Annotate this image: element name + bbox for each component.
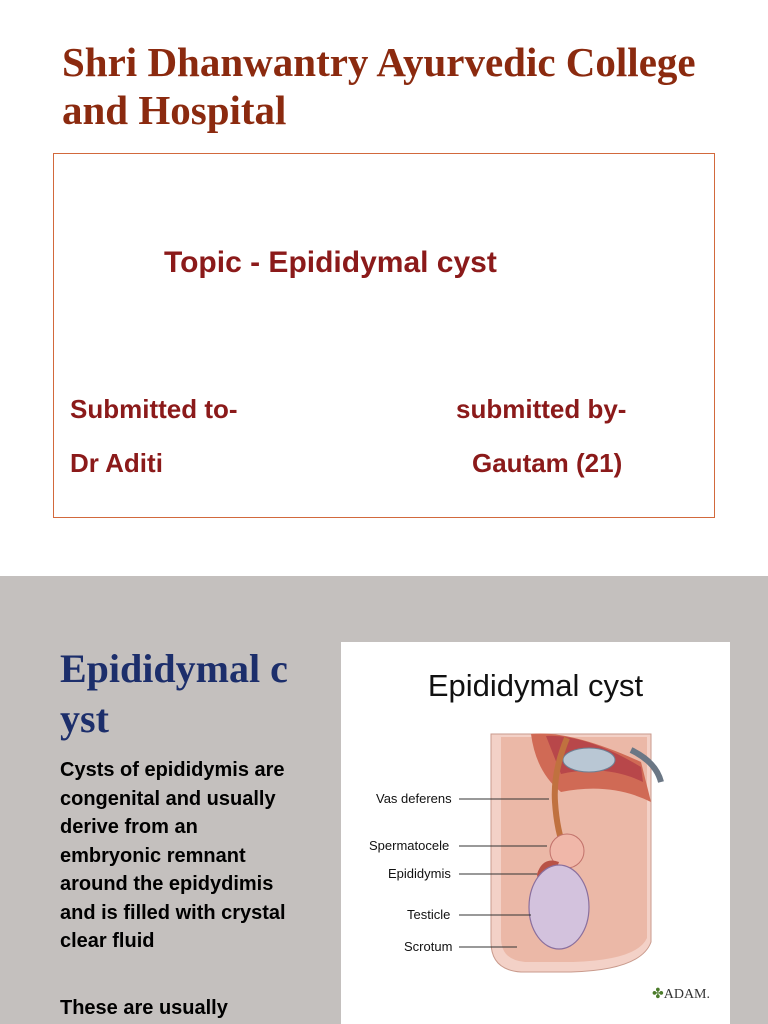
submitted-by-label: submitted by- [456,394,627,424]
content-slide [0,576,768,1024]
slide-heading: Epididymal cyst [60,646,288,741]
label-scrotum: Scrotum [404,939,453,954]
submitted-to-label: Submitted to- [70,394,238,424]
label-epididymis: Epididymis [388,866,451,881]
description-paragraph: Cysts of epididymis are congenital and usually derive from an embryonic remnant around the epidydimis and is filled with crystal clear fluid [60,759,286,952]
anatomy-figure [341,642,730,1024]
submitted-by-name: Gautam (21) [472,448,623,478]
figure-title: Epididymal cyst [427,668,644,703]
topic-text: Topic - Epididymal cyst [164,246,497,279]
description-paragraph-2: These are usually [60,997,228,1019]
label-spermatocele: Spermatocele [369,838,450,853]
topic-box [53,153,715,518]
brand-text: ADAM. [663,987,710,1002]
anatomy-illustration [341,642,730,1024]
adam-logo [652,986,710,1003]
submitted-to-name: Dr Aditi [70,448,163,478]
label-vas-deferens: Vas deferens [376,791,452,806]
leaf-icon: ✤ [651,987,664,1002]
college-title: Shri Dhanwantry Ayurvedic College and Hospital [62,39,696,133]
label-testicle: Testicle [407,907,451,922]
